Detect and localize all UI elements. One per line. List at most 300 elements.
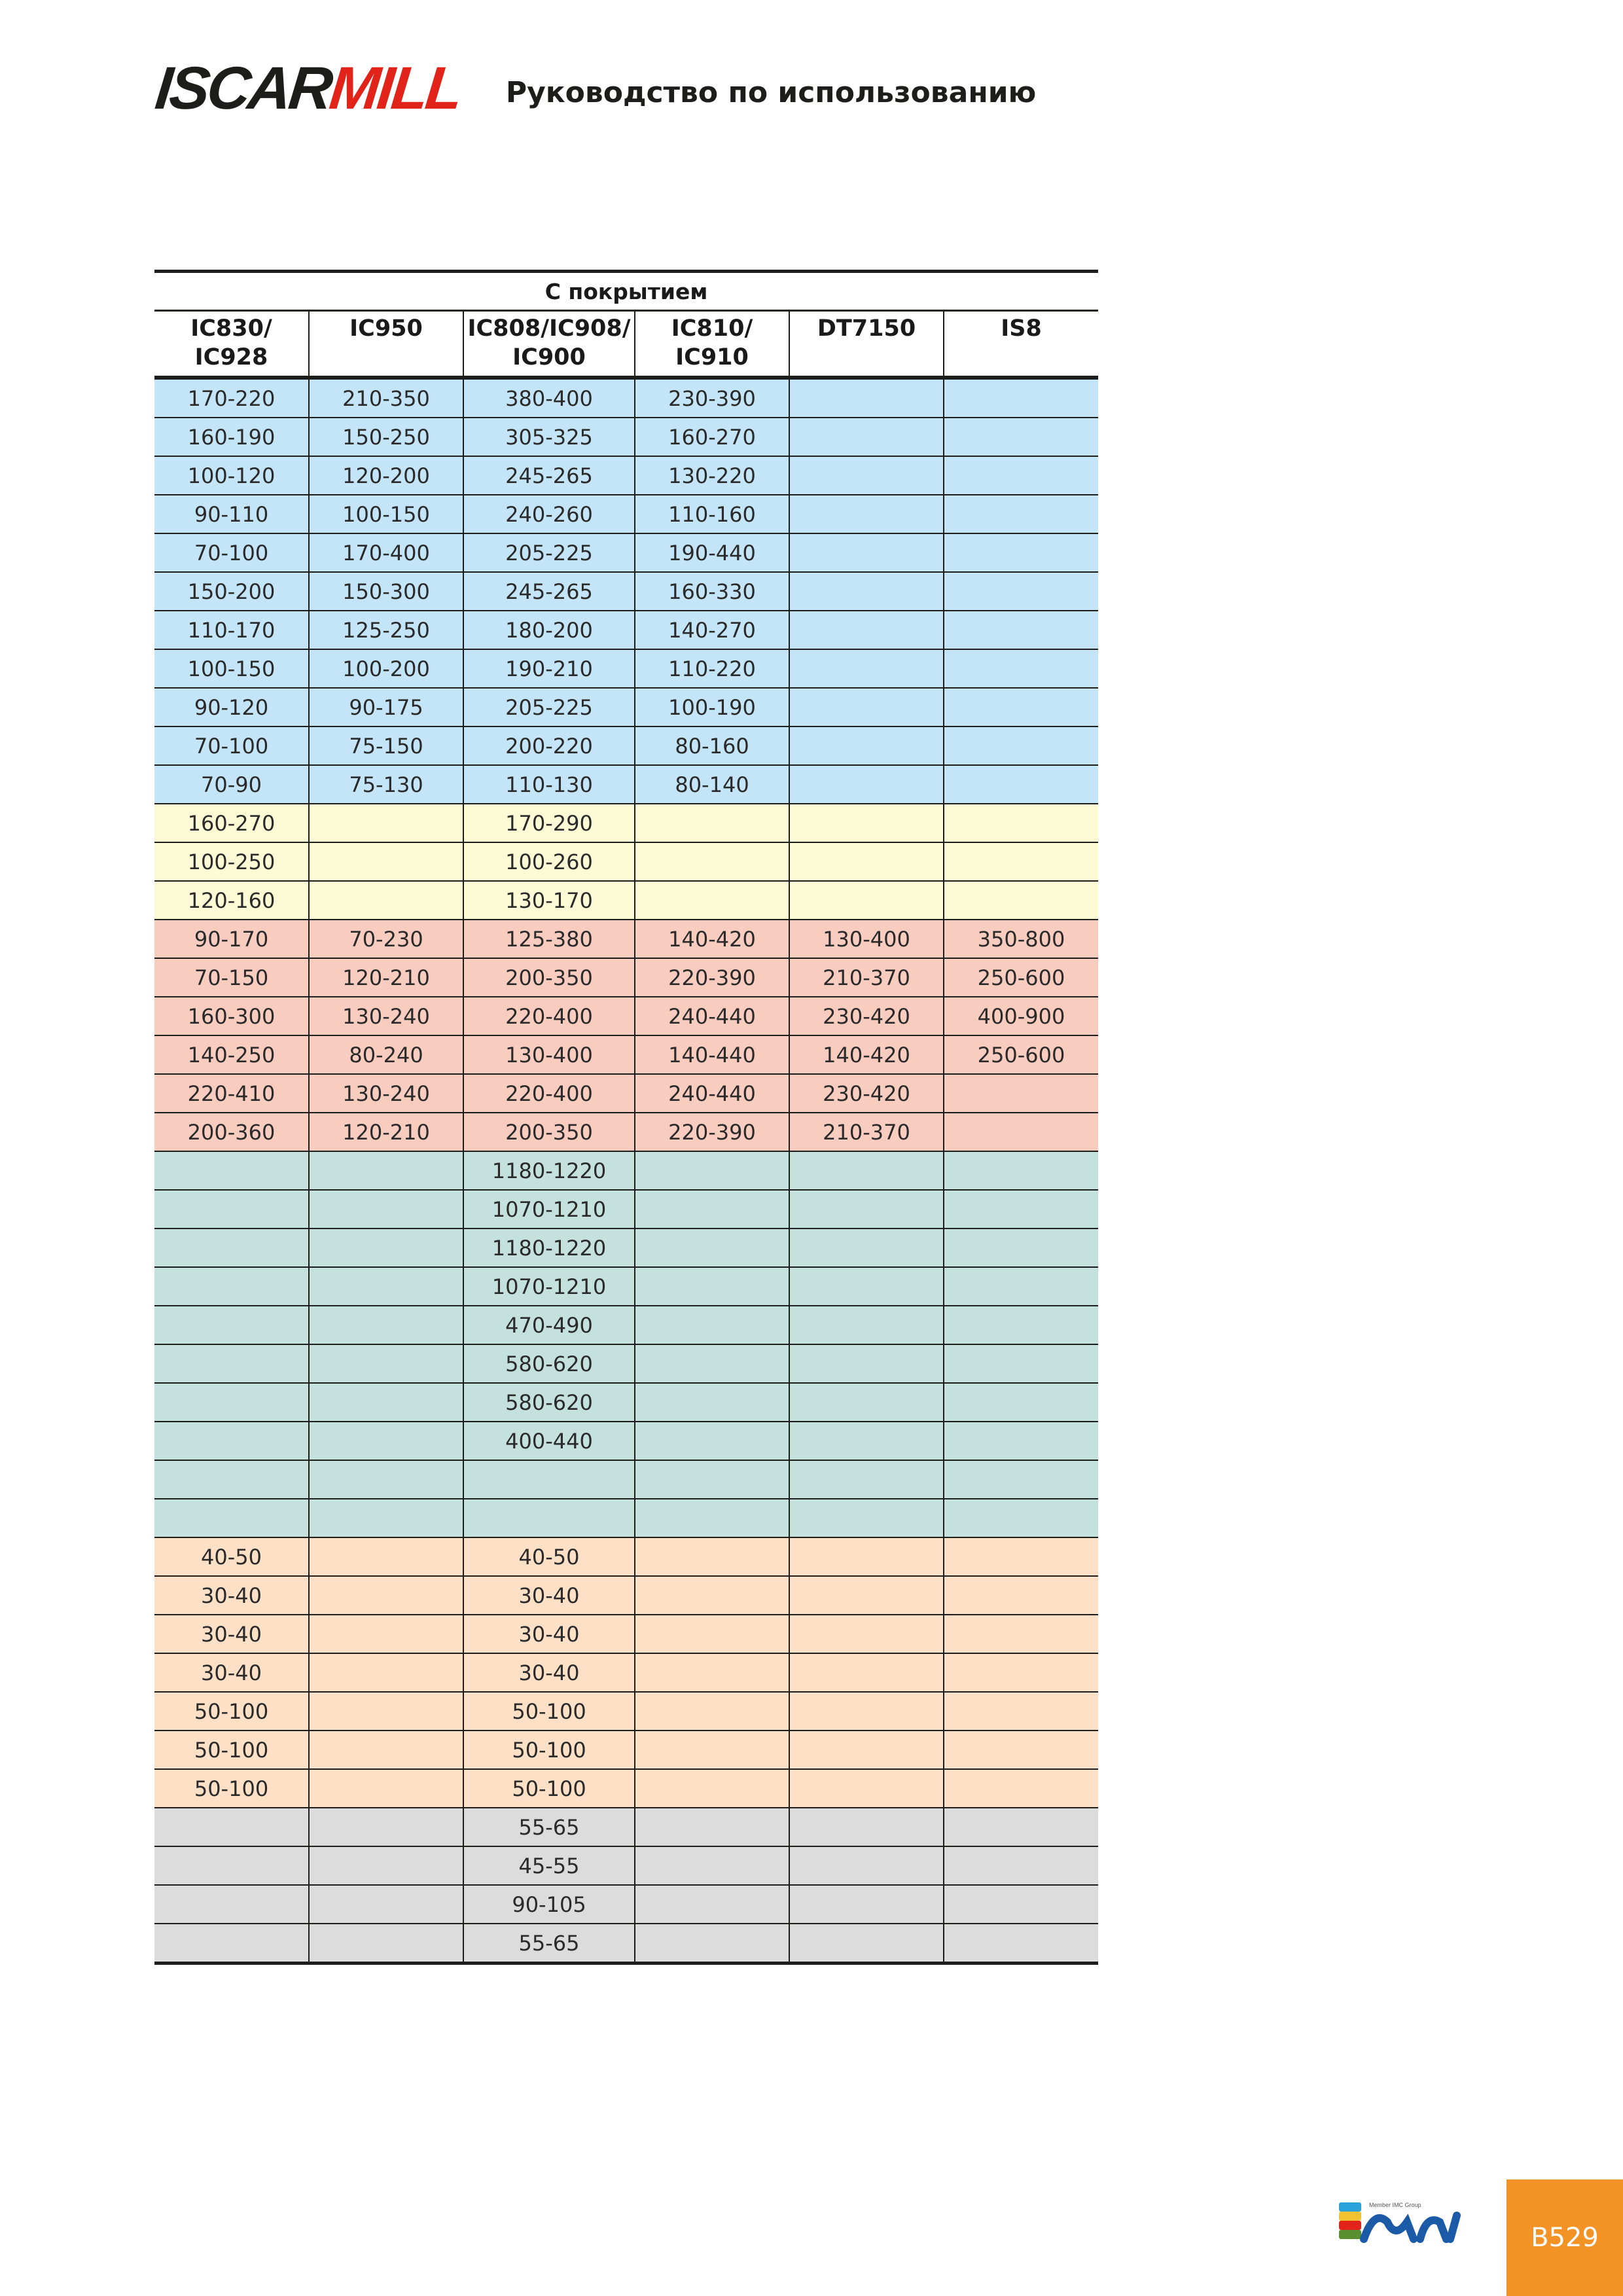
column-header-line: IC808/IC908/: [467, 315, 631, 342]
table-cell: [789, 1846, 944, 1885]
table-cell: [789, 611, 944, 649]
table-cell: [789, 1731, 944, 1769]
table-cell: 240-440: [635, 997, 789, 1035]
table-cell: [944, 1499, 1098, 1537]
table-cell: 30-40: [154, 1576, 309, 1615]
table-cell: [789, 533, 944, 572]
table-row: [154, 1344, 1098, 1383]
table-row: [154, 1537, 1098, 1576]
table-cell: [154, 1885, 309, 1924]
table-row: [154, 1576, 1098, 1615]
table-cell: [789, 1576, 944, 1615]
table-cell: [635, 1344, 789, 1383]
table-cell: [463, 1460, 635, 1499]
table-cell: 1070-1210: [463, 1190, 635, 1229]
table-cell: [309, 842, 463, 881]
table-cell: [789, 1190, 944, 1229]
table-cell: [789, 1267, 944, 1306]
table-cell: 80-140: [635, 765, 789, 804]
table-cell: [789, 1151, 944, 1190]
table-cell: 110-130: [463, 765, 635, 804]
table-cell: [944, 1731, 1098, 1769]
table-cell: [944, 1267, 1098, 1306]
table-cell: [309, 1731, 463, 1769]
table-row: [154, 456, 1098, 495]
table-cell: [635, 1267, 789, 1306]
column-header: [309, 311, 463, 378]
table-cell: 75-150: [309, 726, 463, 765]
table-cell: 470-490: [463, 1306, 635, 1344]
table-cell: 150-200: [154, 572, 309, 611]
table-cell: [789, 1615, 944, 1653]
table-cell: 50-100: [154, 1692, 309, 1731]
table-cell: [944, 1383, 1098, 1422]
table-cell: 205-225: [463, 688, 635, 726]
table-cell: [789, 1383, 944, 1422]
table-cell: [309, 1190, 463, 1229]
table-cell: 205-225: [463, 533, 635, 572]
table-cell: 90-110: [154, 495, 309, 533]
table-cell: [944, 572, 1098, 611]
column-header-line: IC928: [194, 344, 268, 370]
table-row: [154, 1808, 1098, 1846]
table-cell: [154, 1267, 309, 1306]
table-cell: 210-370: [789, 958, 944, 997]
table-cell: [789, 1499, 944, 1537]
table-cell: 70-100: [154, 533, 309, 572]
table-cell: 240-440: [635, 1074, 789, 1113]
table-cell: 140-250: [154, 1035, 309, 1074]
table-cell: [635, 1190, 789, 1229]
table-cell: 50-100: [463, 1692, 635, 1731]
table-cell: [635, 1731, 789, 1769]
table-cell: 80-240: [309, 1035, 463, 1074]
table-row: [154, 1924, 1098, 1964]
table-row: [154, 1731, 1098, 1769]
table-cell: [789, 456, 944, 495]
page-header: [152, 55, 1037, 122]
table-cell: [789, 881, 944, 920]
table-cell: 50-100: [154, 1769, 309, 1808]
table-cell: [944, 1074, 1098, 1113]
table-cell: [789, 842, 944, 881]
table-cell: 220-390: [635, 958, 789, 997]
table-row: [154, 920, 1098, 958]
table-cell: [309, 1460, 463, 1499]
table-cell: 250-600: [944, 958, 1098, 997]
table-body: [154, 378, 1098, 1964]
column-header-line: IC950: [349, 315, 423, 342]
table-row: [154, 688, 1098, 726]
table-cell: [944, 1306, 1098, 1344]
table-cell: [944, 1653, 1098, 1692]
table-row: [154, 1306, 1098, 1344]
table-cell: 100-200: [309, 649, 463, 688]
column-header: [154, 311, 309, 378]
logo-text-iscar: ISCAR: [152, 55, 334, 122]
table-cell: 70-90: [154, 765, 309, 804]
table-cell: 40-50: [463, 1537, 635, 1576]
table-cell: [789, 1460, 944, 1499]
table-cell: 400-440: [463, 1422, 635, 1460]
table-cell: [944, 881, 1098, 920]
table-cell: [789, 1924, 944, 1964]
table-cell: 220-410: [154, 1074, 309, 1113]
table-cell: 190-440: [635, 533, 789, 572]
table-cell: [789, 1808, 944, 1846]
table-cell: 50-100: [463, 1731, 635, 1769]
table-cell: [309, 881, 463, 920]
table-cell: [944, 418, 1098, 456]
table-cell: [309, 1229, 463, 1267]
iscarmill-logo: [152, 55, 464, 122]
table-cell: [309, 1615, 463, 1653]
column-header: [463, 311, 635, 378]
table-cell: 130-240: [309, 997, 463, 1035]
table-cell: [944, 765, 1098, 804]
table-row: [154, 1846, 1098, 1885]
table-cell: [635, 1422, 789, 1460]
table-row: [154, 1499, 1098, 1537]
table-row: [154, 1615, 1098, 1653]
table-cell: 200-360: [154, 1113, 309, 1151]
table-cell: [154, 1499, 309, 1537]
table-cell: 80-160: [635, 726, 789, 765]
table-cell: [944, 1344, 1098, 1383]
table-row: [154, 1267, 1098, 1306]
table-cell: [309, 1924, 463, 1964]
table-cell: [944, 378, 1098, 418]
table-cell: [635, 842, 789, 881]
table-cell: [635, 1924, 789, 1964]
table-row: [154, 1113, 1098, 1151]
table-cell: 230-420: [789, 1074, 944, 1113]
table-cell: 200-220: [463, 726, 635, 765]
table-cell: [635, 1383, 789, 1422]
table-row: [154, 611, 1098, 649]
table-cell: [635, 881, 789, 920]
table-cell: [309, 1808, 463, 1846]
table-cell: 110-220: [635, 649, 789, 688]
table-cell: [154, 1924, 309, 1964]
table-cell: [635, 1460, 789, 1499]
table-row: [154, 1422, 1098, 1460]
table-cell: 305-325: [463, 418, 635, 456]
table-cell: [944, 1692, 1098, 1731]
table-cell: [789, 378, 944, 418]
table-cell: 30-40: [154, 1653, 309, 1692]
table-cell: [789, 1692, 944, 1731]
table-cell: 220-400: [463, 1074, 635, 1113]
table-row: [154, 533, 1098, 572]
table-column-headers: [154, 311, 1098, 378]
table-group-header: [154, 272, 1098, 311]
table-cell: [789, 1885, 944, 1924]
table-cell: 150-250: [309, 418, 463, 456]
table-cell: 120-160: [154, 881, 309, 920]
table-cell: [309, 1846, 463, 1885]
table-row: [154, 495, 1098, 533]
table-cell: 160-270: [154, 804, 309, 842]
table-cell: 230-390: [635, 378, 789, 418]
table-cell: [635, 1769, 789, 1808]
table-row: [154, 1383, 1098, 1422]
column-header: [789, 311, 944, 378]
table-cell: 70-100: [154, 726, 309, 765]
table-cell: 250-600: [944, 1035, 1098, 1074]
table-cell: [635, 1151, 789, 1190]
table-row: [154, 997, 1098, 1035]
table-cell: 140-420: [635, 920, 789, 958]
table-cell: [635, 1615, 789, 1653]
column-header-line: IC830/: [190, 315, 272, 342]
table-cell: 1180-1220: [463, 1151, 635, 1190]
table-cell: [944, 1460, 1098, 1499]
table-cell: [944, 1537, 1098, 1576]
table-cell: [309, 1151, 463, 1190]
table-cell: [944, 688, 1098, 726]
table-cell: 245-265: [463, 456, 635, 495]
table-cell: 230-420: [789, 997, 944, 1035]
table-cell: 170-400: [309, 533, 463, 572]
table-cell: 70-150: [154, 958, 309, 997]
logo-text-mill: MILL: [326, 55, 464, 122]
column-header: [944, 311, 1098, 378]
table-cell: [309, 1576, 463, 1615]
table-row: [154, 649, 1098, 688]
table-cell: [635, 1229, 789, 1267]
table-row: [154, 378, 1098, 418]
table-cell: 580-620: [463, 1344, 635, 1383]
table-cell: [944, 1229, 1098, 1267]
table-cell: [309, 1885, 463, 1924]
table-cell: [944, 1113, 1098, 1151]
table-cell: [154, 1383, 309, 1422]
table-cell: 160-190: [154, 418, 309, 456]
table-cell: [789, 1422, 944, 1460]
table-cell: 100-120: [154, 456, 309, 495]
table-cell: 350-800: [944, 920, 1098, 958]
table-cell: 580-620: [463, 1383, 635, 1422]
table-row: [154, 1229, 1098, 1267]
table-cell: [635, 804, 789, 842]
table-cell: [944, 1846, 1098, 1885]
table-cell: [154, 1344, 309, 1383]
table-cell: 90-105: [463, 1885, 635, 1924]
column-header: [635, 311, 789, 378]
table-cell: [154, 1846, 309, 1885]
table-row: [154, 1692, 1098, 1731]
table-cell: 220-390: [635, 1113, 789, 1151]
table-cell: 200-350: [463, 958, 635, 997]
table-row: [154, 1460, 1098, 1499]
table-cell: [944, 1615, 1098, 1653]
table-cell: [635, 1576, 789, 1615]
page-number: B529: [1531, 2223, 1599, 2253]
table-row: [154, 1074, 1098, 1113]
table-cell: 140-270: [635, 611, 789, 649]
table-cell: 150-300: [309, 572, 463, 611]
table-cell: 30-40: [154, 1615, 309, 1653]
table-cell: [309, 1422, 463, 1460]
table-cell: 130-240: [309, 1074, 463, 1113]
table-cell: 100-260: [463, 842, 635, 881]
table-cell: [309, 1537, 463, 1576]
table-cell: 170-290: [463, 804, 635, 842]
table-cell: [944, 726, 1098, 765]
table-cell: 140-420: [789, 1035, 944, 1074]
table-cell: [635, 1537, 789, 1576]
table-cell: [944, 495, 1098, 533]
table-cell: 130-170: [463, 881, 635, 920]
table-cell: 75-130: [309, 765, 463, 804]
table-cell: [789, 495, 944, 533]
table-row: [154, 804, 1098, 842]
table-cell: 240-260: [463, 495, 635, 533]
table-cell: [635, 1846, 789, 1885]
table-cell: [635, 1692, 789, 1731]
table-cell: 100-250: [154, 842, 309, 881]
table-cell: [944, 1151, 1098, 1190]
table-cell: 180-200: [463, 611, 635, 649]
table-cell: [309, 1653, 463, 1692]
table-cell: 160-330: [635, 572, 789, 611]
table-cell: [944, 1422, 1098, 1460]
table-cell: [944, 1190, 1098, 1229]
table-row: [154, 958, 1098, 997]
table-row: [154, 572, 1098, 611]
table-cell: 110-170: [154, 611, 309, 649]
table-cell: [789, 804, 944, 842]
table-cell: 55-65: [463, 1924, 635, 1964]
table-row: [154, 1151, 1098, 1190]
table-cell: 190-210: [463, 649, 635, 688]
column-header-line: IS8: [1001, 315, 1042, 342]
table-cell: 130-400: [463, 1035, 635, 1074]
table-cell: 380-400: [463, 378, 635, 418]
table-row: [154, 1035, 1098, 1074]
table-cell: [154, 1808, 309, 1846]
table-cell: 90-175: [309, 688, 463, 726]
table-cell: 400-900: [944, 997, 1098, 1035]
table-cell: [154, 1190, 309, 1229]
table-cell: [944, 533, 1098, 572]
table-cell: 1070-1210: [463, 1267, 635, 1306]
table-row: [154, 418, 1098, 456]
table-row: [154, 765, 1098, 804]
document-title: Руководство по использованию: [505, 75, 1037, 109]
table-cell: 130-220: [635, 456, 789, 495]
table-cell: [309, 1383, 463, 1422]
table-cell: [154, 1151, 309, 1190]
table-cell: 45-55: [463, 1846, 635, 1885]
table-cell: [944, 1576, 1098, 1615]
table-row: [154, 726, 1098, 765]
table-cell: 1180-1220: [463, 1229, 635, 1267]
table-cell: 170-220: [154, 378, 309, 418]
table-cell: [635, 1306, 789, 1344]
table-cell: 210-370: [789, 1113, 944, 1151]
table-cell: [154, 1422, 309, 1460]
table-cell: 30-40: [463, 1653, 635, 1692]
table-cell: [635, 1808, 789, 1846]
brand-tagline: Member IMC Group: [1369, 2202, 1421, 2208]
table-cell: 100-150: [309, 495, 463, 533]
group-title: С покрытием: [154, 272, 1098, 311]
table-cell: 140-440: [635, 1035, 789, 1074]
table-cell: 125-380: [463, 920, 635, 958]
table-row: [154, 1885, 1098, 1924]
table-cell: [309, 1306, 463, 1344]
table-cell: [944, 456, 1098, 495]
column-header-line: IC910: [675, 344, 749, 370]
table-cell: [154, 1460, 309, 1499]
table-cell: 55-65: [463, 1808, 635, 1846]
table-cell: 120-210: [309, 958, 463, 997]
table-cell: 210-350: [309, 378, 463, 418]
table-cell: [309, 1692, 463, 1731]
column-header-line: IC810/: [671, 315, 753, 342]
table-row: [154, 1653, 1098, 1692]
table-cell: [789, 688, 944, 726]
table-cell: [789, 726, 944, 765]
table-cell: [944, 611, 1098, 649]
table-cell: 40-50: [154, 1537, 309, 1576]
table-cell: [789, 765, 944, 804]
table-cell: 100-190: [635, 688, 789, 726]
table-cell: [463, 1499, 635, 1537]
table-cell: [789, 418, 944, 456]
column-header-line: IC900: [512, 344, 586, 370]
table-cell: [944, 649, 1098, 688]
table-cell: [789, 1653, 944, 1692]
table-row: [154, 1190, 1098, 1229]
table-cell: [309, 1344, 463, 1383]
table-cell: 30-40: [463, 1615, 635, 1653]
table-cell: 50-100: [154, 1731, 309, 1769]
table-row: [154, 1769, 1098, 1808]
table-cell: [944, 1885, 1098, 1924]
table-cell: 220-400: [463, 997, 635, 1035]
cutting-speed-table: [154, 270, 1098, 1965]
table-cell: [789, 1229, 944, 1267]
table-cell: [154, 1306, 309, 1344]
table-cell: 160-300: [154, 997, 309, 1035]
table-cell: 245-265: [463, 572, 635, 611]
table-cell: [309, 1499, 463, 1537]
table-cell: [944, 1924, 1098, 1964]
table-cell: [944, 842, 1098, 881]
table-cell: [309, 1267, 463, 1306]
table-cell: [309, 804, 463, 842]
table-cell: 30-40: [463, 1576, 635, 1615]
table-cell: [635, 1653, 789, 1692]
table-cell: 160-270: [635, 418, 789, 456]
table-cell: [944, 1769, 1098, 1808]
table-cell: [635, 1499, 789, 1537]
table-cell: 70-230: [309, 920, 463, 958]
column-header-line: DT7150: [817, 315, 916, 342]
table-cell: [789, 1769, 944, 1808]
table-cell: [789, 1344, 944, 1383]
table-cell: 110-160: [635, 495, 789, 533]
table-cell: 130-400: [789, 920, 944, 958]
table-cell: [944, 1808, 1098, 1846]
table-row: [154, 842, 1098, 881]
table-cell: 100-150: [154, 649, 309, 688]
table-cell: 90-120: [154, 688, 309, 726]
table-cell: 200-350: [463, 1113, 635, 1151]
